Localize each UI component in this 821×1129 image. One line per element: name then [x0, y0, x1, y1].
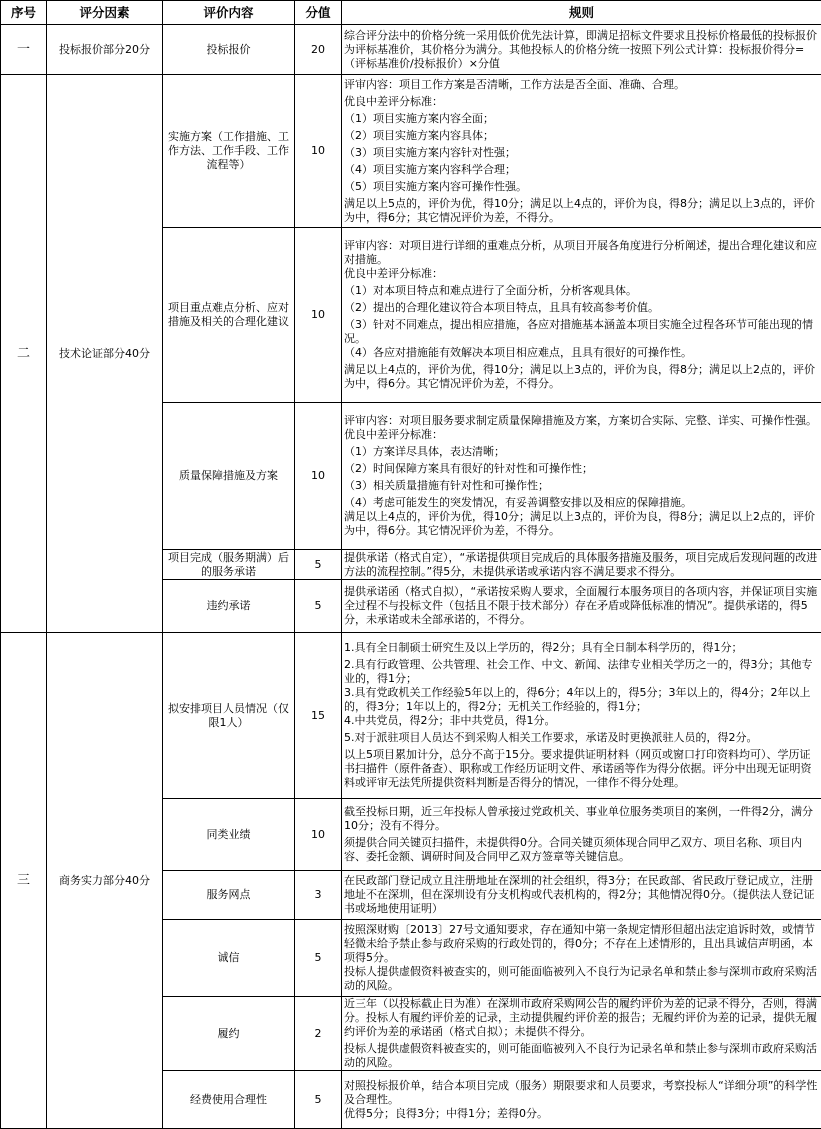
item-content: 同类业绩 — [163, 799, 295, 871]
header-content: 评价内容 — [163, 1, 295, 25]
item-rule — [342, 997, 821, 1071]
item-rule — [342, 633, 821, 799]
item-content: 履约 — [163, 997, 295, 1071]
rule-paragraph: （3）针对不同难点，提出相应措施，各应对措施基本涵盖本项目实施全过程各环节可能出现的情况。 — [344, 318, 819, 346]
item-rule — [342, 228, 821, 403]
rule-paragraph: 满足以上5点的，评价为优，得10分；满足以上4点的，评价为良，得8分；满足以上3点的，评价为中，得6分；其它情况评价为差，不得分。 — [344, 197, 819, 225]
item-content: 拟安排项目人员情况（仅限1人） — [163, 633, 295, 799]
rule-paragraph: 3.具有党政机关工作经验5年以上的，得6分；4年以上的，得5分；3年以上的，得4分；2年以上的，得3分；1年以上的，得2分；无机关工作经验的，得1分； — [344, 686, 819, 714]
table-row — [1, 75, 821, 228]
item-rule — [342, 920, 821, 997]
rule-paragraph: 4.中共党员，得2分；非中共党员，得1分。 — [344, 714, 819, 728]
item-score: 5 — [295, 550, 342, 580]
group-factor: 投标报价部分20分 — [47, 25, 163, 75]
table-row — [1, 633, 821, 799]
item-score: 3 — [295, 871, 342, 920]
rule-paragraph: 须提供合同关键页扫描件，未提供得0分。合同关键页须体现合同甲乙双方、项目名称、项目内容、委托金额、调研时间及合同甲乙双方签章等关键信息。 — [344, 836, 819, 864]
item-score: 10 — [295, 75, 342, 228]
rule-paragraph: （1）项目实施方案内容全面； — [344, 112, 819, 126]
item-score: 10 — [295, 403, 342, 550]
item-score: 5 — [295, 1071, 342, 1129]
rule-paragraph: 综合评分法中的价格分统一采用低价优先法计算，即满足招标文件要求且投标价格最低的投标报价为评标基准价，其价格分为满分。其他投标人的价格分统一按照下列公式计算：投标报价得分=（评标基准价/投标报价）×分值 — [344, 29, 819, 71]
rule-paragraph: 在民政部门登记成立且注册地址在深圳的社会组织，得3分；在民政部、省民政厅登记成立，注册地址不在深圳，但在深圳设有分支机构或代表机构的，得2分；其他情况得0分。（提供法人登记证书或场地使用证明） — [344, 874, 819, 916]
rule-paragraph: 优良中差评分标准： — [344, 267, 819, 281]
item-score: 10 — [295, 228, 342, 403]
item-rule — [342, 550, 821, 580]
rule-paragraph: 提供承诺函（格式自拟），“承诺按采购人要求，全面履行本服务项目的各项内容，并保证项目实施全过程不与投标文件（包括且不限于技术部分）存在矛盾或降低标准的情况”。提供承诺的，得5分，未承诺或未全部承诺的，不得分。 — [344, 585, 819, 627]
rule-paragraph: 近三年（以投标截止日为准）在深圳市政府采购网公告的履约评价为差的记录不得分，否则，得满分。投标人有履约评价差的记录，主动提供履约评价差的报告；无履约评价为差的记录，提供无履约评价为差的承诺函（格式自拟）；未提供不得分。 — [344, 997, 819, 1039]
item-content: 实施方案（工作措施、工作方法、工作手段、工作流程等） — [163, 75, 295, 228]
table-row — [1, 25, 821, 75]
rule-paragraph: 1.具有全日制硕士研究生及以上学历的，得2分；具有全日制本科学历的，得1分； — [344, 641, 819, 655]
group-seq: 三 — [1, 633, 47, 1129]
rule-paragraph: 投标人提供虚假资料被查实的，则可能面临被列入不良行为记录名单和禁止参与深圳市政府采购活动的风险。 — [344, 965, 819, 993]
header-score: 分值 — [295, 1, 342, 25]
rule-paragraph: （1）方案详尽具体，表达清晰； — [344, 445, 819, 459]
item-rule — [342, 871, 821, 920]
rule-paragraph: （4）各应对措施能有效解决本项目相应难点，且具有很好的可操作性。 — [344, 346, 819, 360]
header-factor: 评分因素 — [47, 1, 163, 25]
item-rule — [342, 25, 821, 75]
rule-paragraph: 投标人提供虚假资料被查实的，则可能面临被列入不良行为记录名单和禁止参与深圳市政府采购活动的风险。 — [344, 1042, 819, 1070]
rule-paragraph: （2）时间保障方案具有很好的针对性和可操作性； — [344, 462, 819, 476]
item-score: 2 — [295, 997, 342, 1071]
rule-paragraph: （4）考虑可能发生的突发情况，有妥善调整安排以及相应的保障措施。 — [344, 496, 819, 510]
rule-paragraph: 满足以上4点的，评价为优，得10分；满足以上3点的，评价为良，得8分；满足以上2点的，评价为中，得6分。其它情况评价为差，不得分。 — [344, 363, 819, 391]
item-score: 5 — [295, 920, 342, 997]
rule-paragraph: 优得5分；良得3分；中得1分；差得0分。 — [344, 1107, 819, 1121]
item-score: 10 — [295, 799, 342, 871]
rule-paragraph: 2.具有行政管理、公共管理、社会工作、中文、新闻、法律专业相关学历之一的，得3分；其他专业的，得1分； — [344, 658, 819, 686]
item-rule — [342, 580, 821, 633]
rule-paragraph: 评审内容：对项目服务要求制定质量保障措施及方案，方案切合实际、完整、详实、可操作性强。 — [344, 414, 819, 428]
item-score: 15 — [295, 633, 342, 799]
rule-paragraph: （5）项目实施方案内容可操作性强。 — [344, 180, 819, 194]
rule-paragraph: 截至投标日期，近三年投标人曾承接过党政机关、事业单位服务类项目的案例，一件得2分，满分10分；没有不得分。 — [344, 805, 819, 833]
rule-paragraph: 满足以上4点的，评价为优，得10分；满足以上3点的，评价为良，得8分；满足以上2点的，评价为中，得6分。其它情况评价为差，不得分。 — [344, 510, 819, 538]
rule-paragraph: （4）项目实施方案内容科学合理； — [344, 163, 819, 177]
header-row — [1, 1, 821, 25]
rule-paragraph: 优良中差评分标准： — [344, 95, 819, 109]
rule-paragraph: 5.对于派驻项目人员达不到采购人相关工作要求，承诺及时更换派驻人员的，得2分。 — [344, 731, 819, 745]
item-content: 经费使用合理性 — [163, 1071, 295, 1129]
rule-paragraph: 提供承诺（格式自定），“承诺提供项目完成后的具体服务措施及服务，项目完成后发现问题的改进方法的流程控制。”得5分，未提供承诺或承诺内容不满足要求不得分。 — [344, 551, 819, 579]
rule-paragraph: （2）项目实施方案内容具体； — [344, 129, 819, 143]
rule-paragraph: 优良中差评分标准： — [344, 428, 819, 442]
rule-paragraph: （3）项目实施方案内容针对性强； — [344, 146, 819, 160]
rule-paragraph: （3）相关质量措施有针对性和可操作性； — [344, 479, 819, 493]
item-content: 诚信 — [163, 920, 295, 997]
item-rule — [342, 75, 821, 228]
item-score: 5 — [295, 580, 342, 633]
item-rule — [342, 403, 821, 550]
item-score: 20 — [295, 25, 342, 75]
group-seq: 二 — [1, 75, 47, 633]
header-seq: 序号 — [1, 1, 47, 25]
item-content: 违约承诺 — [163, 580, 295, 633]
header-rule: 规则 — [342, 1, 821, 25]
group-factor: 技术论证部分40分 — [47, 75, 163, 633]
rule-paragraph: 对照投标报价单，结合本项目完成（服务）期限要求和人员要求，考察投标人“详细分项”的科学性及合理性。 — [344, 1079, 819, 1107]
rule-paragraph: （2）提出的合理化建议符合本项目特点，且具有较高参考价值。 — [344, 301, 819, 315]
rule-paragraph: 按照深财购〔2013〕27号文通知要求，存在通知中第一条规定情形但超出法定追诉时效，或情节轻微未给予禁止参与政府采购的行政处罚的，得0分；不存在上述情形的，且出具诚信声明函，本项得5分。 — [344, 923, 819, 965]
rule-paragraph: 以上5项目累加计分，总分不高于15分。要求提供证明材料（网页或窗口打印资料均可）、学历证书扫描件（原件备查）、职称或工作经历证明文件、承诺函等作为得分依据。评分中出现无证明资料或评审无法凭所提供资料判断是否得分的情况，一律作不得分处理。 — [344, 748, 819, 790]
rule-paragraph: 评审内容：项目工作方案是否清晰，工作方法是否全面、准确、合理。 — [344, 78, 819, 92]
group-factor: 商务实力部分40分 — [47, 633, 163, 1129]
group-seq: 一 — [1, 25, 47, 75]
item-content: 质量保障措施及方案 — [163, 403, 295, 550]
item-rule — [342, 1071, 821, 1129]
item-content: 服务网点 — [163, 871, 295, 920]
item-content: 项目重点难点分析、应对措施及相关的合理化建议 — [163, 228, 295, 403]
item-content: 项目完成（服务期满）后的服务承诺 — [163, 550, 295, 580]
rule-paragraph: （1）对本项目特点和难点进行了全面分析，分析客观具体。 — [344, 284, 819, 298]
item-content: 投标报价 — [163, 25, 295, 75]
item-rule — [342, 799, 821, 871]
rule-paragraph: 评审内容：对项目进行详细的重难点分析，从项目开展各角度进行分析阐述，提出合理化建议和应对措施。 — [344, 239, 819, 267]
